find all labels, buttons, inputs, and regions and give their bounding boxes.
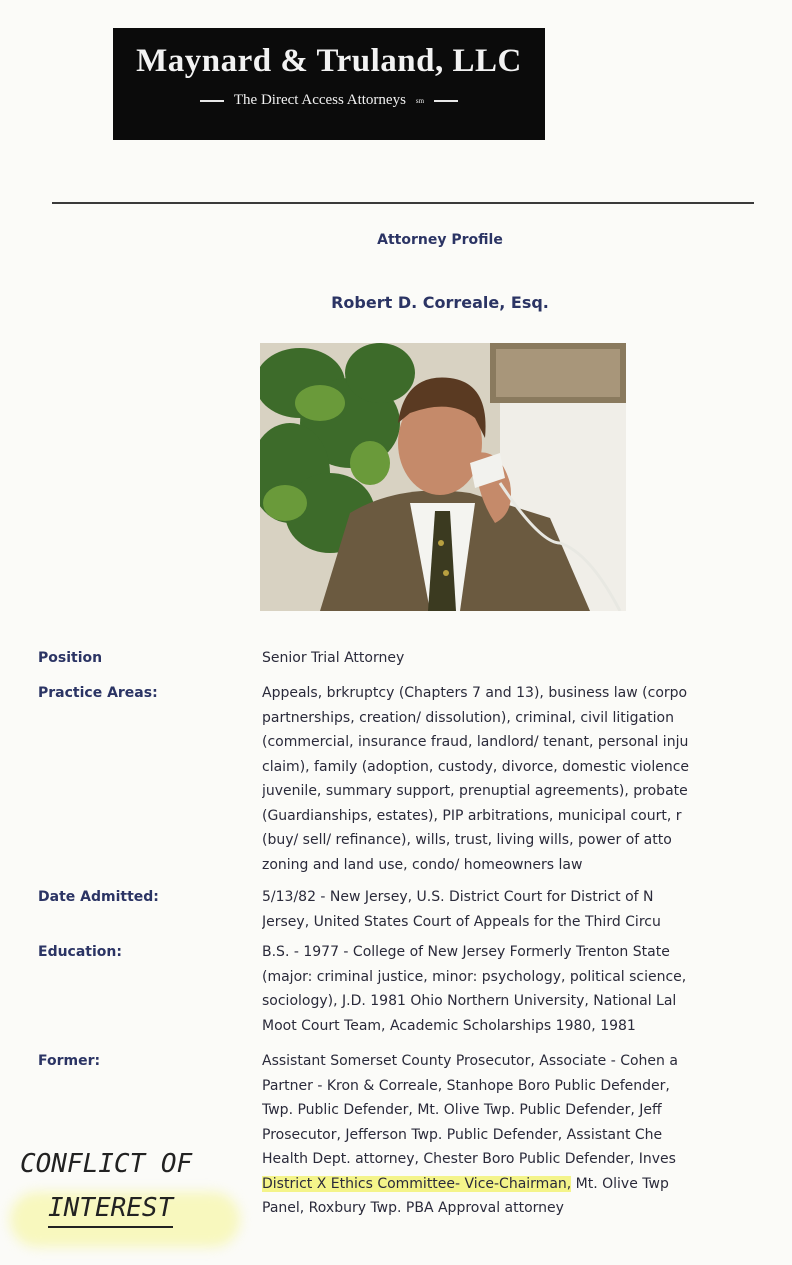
firm-name: Maynard & Truland, LLC [136, 43, 522, 79]
practice-line: zoning and land use, condo/ homeowners law [262, 856, 583, 873]
annotation-line-1: CONFLICT OF [20, 1149, 193, 1179]
position-text: Senior Trial Attorney [262, 650, 405, 666]
tagline-dash-left [200, 100, 224, 102]
education-line: (major: criminal justice, minor: psychology, political science, [262, 968, 687, 985]
former-line: Prosecutor, Jefferson Twp. Public Defender, Assistant Che [262, 1126, 663, 1143]
practice-areas-label: Practice Areas: [38, 685, 158, 701]
handwritten-annotation [20, 1142, 250, 1230]
education-line: B.S. - 1977 - College of New Jersey Formerly Trenton State [262, 944, 670, 960]
practice-line: juvenile, summary support, prenuptial agreements), probate [262, 783, 688, 799]
admitted-line: Jersey, United States Court of Appeals for the Third Circu [262, 913, 661, 930]
education-line: sociology), J.D. 1981 Ohio Northern University, National Lal [262, 993, 677, 1009]
former-line: Twp. Public Defender, Mt. Olive Twp. Public Defender, Jeff [262, 1102, 662, 1118]
firm-tagline [113, 92, 545, 109]
education-value [262, 940, 754, 1038]
service-mark: sm [415, 96, 425, 105]
practice-line: Appeals, brkruptcy (Chapters 7 and 13), business law (corpo [262, 685, 688, 701]
ethics-committee-highlight: District X Ethics Committee- Vice-Chairman, [262, 1175, 572, 1192]
attorney-photo [260, 343, 626, 611]
former-line: Partner - Kron & Correale, Stanhope Boro Public Defender, [262, 1077, 670, 1094]
tagline-text: The Direct Access Attorneys [233, 92, 406, 108]
education-label: Education: [38, 944, 122, 960]
practice-line: claim), family (adoption, custody, divorce, domestic violence [262, 758, 690, 775]
page-title: Attorney Profile [377, 232, 503, 248]
header-divider [52, 202, 754, 204]
practice-line: partnerships, creation/ dissolution), criminal, civil litigation [262, 709, 674, 726]
tagline-dash-right [434, 100, 458, 102]
education-line: Moot Court Team, Academic Scholarships 1980, 1981 [262, 1017, 636, 1034]
former-line-rest: Mt. Olive Twp [571, 1175, 669, 1192]
firm-logo [113, 28, 545, 140]
practice-line: (Guardianships, estates), PIP arbitrations, municipal court, r [262, 807, 682, 824]
practice-areas-value [262, 681, 754, 877]
date-admitted-label: Date Admitted: [38, 889, 159, 905]
annotation-line-2: INTEREST [48, 1190, 173, 1228]
former-line: Assistant Somerset County Prosecutor, Associate - Cohen a [262, 1053, 678, 1069]
practice-line: (buy/ sell/ refinance), wills, trust, living wills, power of atto [262, 832, 672, 848]
position-label: Position [38, 650, 103, 666]
former-line-highlighted [262, 1172, 754, 1197]
former-line: Health Dept. attorney, Chester Boro Public Defender, Inves [262, 1151, 676, 1167]
former-line: Panel, Roxbury Twp. PBA Approval attorney [262, 1200, 564, 1216]
former-label: Former: [38, 1053, 101, 1069]
position-value [262, 646, 754, 671]
admitted-line: 5/13/82 - New Jersey, U.S. District Court for District of N [262, 889, 654, 905]
practice-line: (commercial, insurance fraud, landlord/ tenant, personal inju [262, 734, 689, 750]
attorney-name: Robert D. Correale, Esq. [331, 293, 549, 312]
former-value [262, 1049, 754, 1221]
date-admitted-value [262, 885, 754, 934]
